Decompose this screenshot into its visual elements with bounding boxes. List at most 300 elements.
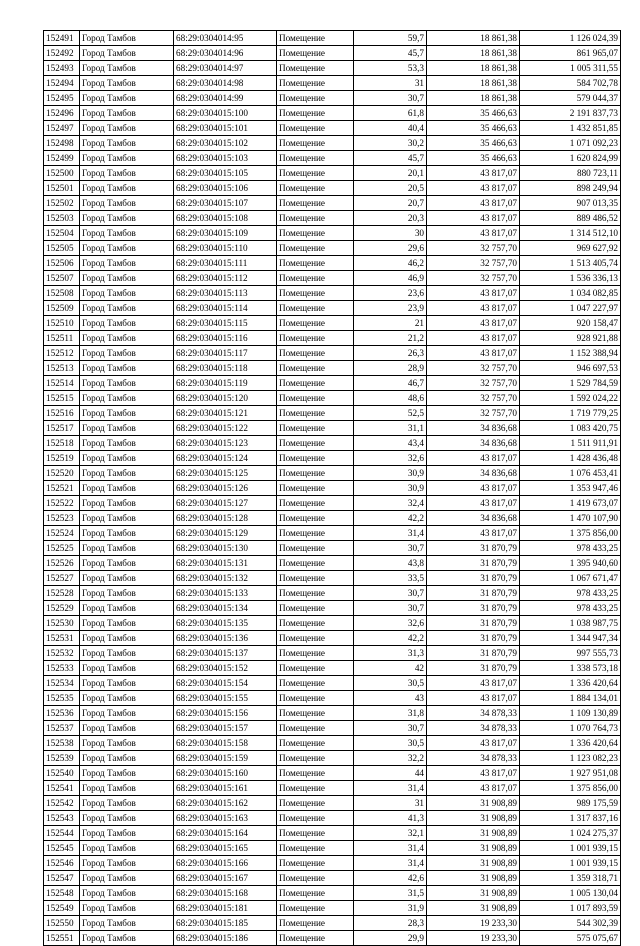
city-cell: Город Тамбов (80, 676, 174, 691)
cadastral-number-cell: 68:29:0304015:186 (174, 931, 277, 946)
unit-value-cell: 31 870,79 (427, 631, 520, 646)
row-number-cell: 152502 (44, 196, 80, 211)
object-type-cell: Помещение (277, 166, 354, 181)
cadastral-number-cell: 68:29:0304015:160 (174, 766, 277, 781)
cadastral-number-cell: 68:29:0304015:152 (174, 661, 277, 676)
unit-value-cell: 31 870,79 (427, 661, 520, 676)
object-type-cell: Помещение (277, 766, 354, 781)
cadastral-value-cell: 1 428 436,48 (520, 451, 621, 466)
row-number-cell: 152531 (44, 631, 80, 646)
cadastral-number-cell: 68:29:0304015:167 (174, 871, 277, 886)
table-row (44, 301, 621, 316)
unit-value-cell: 43 817,07 (427, 736, 520, 751)
city-cell: Город Тамбов (80, 271, 174, 286)
city-cell: Город Тамбов (80, 256, 174, 271)
row-number-cell: 152536 (44, 706, 80, 721)
table-row (44, 331, 621, 346)
object-type-cell: Помещение (277, 826, 354, 841)
unit-value-cell: 32 757,70 (427, 376, 520, 391)
area-cell: 42,2 (354, 511, 427, 526)
table-row (44, 916, 621, 931)
row-number-cell: 152551 (44, 931, 80, 946)
object-type-cell: Помещение (277, 781, 354, 796)
table-row (44, 511, 621, 526)
table-row (44, 526, 621, 541)
row-number-cell: 152549 (44, 901, 80, 916)
object-type-cell: Помещение (277, 151, 354, 166)
area-cell: 61,8 (354, 106, 427, 121)
row-number-cell: 152526 (44, 556, 80, 571)
row-number-cell: 152515 (44, 391, 80, 406)
table-row (44, 361, 621, 376)
unit-value-cell: 34 878,33 (427, 706, 520, 721)
table-row (44, 61, 621, 76)
object-type-cell: Помещение (277, 46, 354, 61)
row-number-cell: 152548 (44, 886, 80, 901)
object-type-cell: Помещение (277, 136, 354, 151)
cadastral-number-cell: 68:29:0304015:118 (174, 361, 277, 376)
area-cell: 21 (354, 316, 427, 331)
city-cell: Город Тамбов (80, 481, 174, 496)
object-type-cell: Помещение (277, 601, 354, 616)
object-type-cell: Помещение (277, 241, 354, 256)
table-row (44, 721, 621, 736)
unit-value-cell: 31 908,89 (427, 841, 520, 856)
row-number-cell: 152496 (44, 106, 80, 121)
row-number-cell: 152530 (44, 616, 80, 631)
cadastral-value-cell: 1 620 824,99 (520, 151, 621, 166)
cadastral-value-cell: 1 927 951,08 (520, 766, 621, 781)
city-cell: Город Тамбов (80, 196, 174, 211)
area-cell: 32,4 (354, 496, 427, 511)
object-type-cell: Помещение (277, 916, 354, 931)
area-cell: 29,9 (354, 931, 427, 946)
cadastral-number-cell: 68:29:0304015:114 (174, 301, 277, 316)
unit-value-cell: 34 836,68 (427, 421, 520, 436)
cadastral-number-cell: 68:29:0304015:136 (174, 631, 277, 646)
unit-value-cell: 43 817,07 (427, 301, 520, 316)
cadastral-number-cell: 68:29:0304015:111 (174, 256, 277, 271)
city-cell: Город Тамбов (80, 736, 174, 751)
object-type-cell: Помещение (277, 376, 354, 391)
row-number-cell: 152542 (44, 796, 80, 811)
table-row (44, 241, 621, 256)
row-number-cell: 152498 (44, 136, 80, 151)
city-cell: Город Тамбов (80, 31, 174, 46)
area-cell: 21,2 (354, 331, 427, 346)
row-number-cell: 152506 (44, 256, 80, 271)
row-number-cell: 152546 (44, 856, 80, 871)
city-cell: Город Тамбов (80, 406, 174, 421)
object-type-cell: Помещение (277, 451, 354, 466)
table-row (44, 391, 621, 406)
area-cell: 26,3 (354, 346, 427, 361)
cadastral-value-cell: 2 191 837,73 (520, 106, 621, 121)
object-type-cell: Помещение (277, 736, 354, 751)
city-cell: Город Тамбов (80, 931, 174, 946)
unit-value-cell: 31 870,79 (427, 586, 520, 601)
city-cell: Город Тамбов (80, 436, 174, 451)
cadastral-number-cell: 68:29:0304015:124 (174, 451, 277, 466)
city-cell: Город Тамбов (80, 631, 174, 646)
table-row (44, 316, 621, 331)
object-type-cell: Помещение (277, 211, 354, 226)
area-cell: 45,7 (354, 151, 427, 166)
city-cell: Город Тамбов (80, 301, 174, 316)
cadastral-value-cell: 1 432 851,85 (520, 121, 621, 136)
cadastral-value-cell: 1 109 130,89 (520, 706, 621, 721)
city-cell: Город Тамбов (80, 211, 174, 226)
row-number-cell: 152510 (44, 316, 80, 331)
unit-value-cell: 18 861,38 (427, 61, 520, 76)
city-cell: Город Тамбов (80, 46, 174, 61)
table-row (44, 136, 621, 151)
area-cell: 42,6 (354, 871, 427, 886)
city-cell: Город Тамбов (80, 766, 174, 781)
cadastral-number-cell: 68:29:0304015:103 (174, 151, 277, 166)
object-type-cell: Помещение (277, 31, 354, 46)
cadastral-value-cell: 946 697,53 (520, 361, 621, 376)
table-row (44, 346, 621, 361)
cadastral-value-cell: 1 024 275,37 (520, 826, 621, 841)
unit-value-cell: 31 908,89 (427, 901, 520, 916)
table-row (44, 676, 621, 691)
area-cell: 32,6 (354, 616, 427, 631)
object-type-cell: Помещение (277, 886, 354, 901)
area-cell: 30 (354, 226, 427, 241)
area-cell: 43 (354, 691, 427, 706)
unit-value-cell: 31 870,79 (427, 646, 520, 661)
object-type-cell: Помещение (277, 91, 354, 106)
city-cell: Город Тамбов (80, 616, 174, 631)
cadastral-value-cell: 1 038 987,75 (520, 616, 621, 631)
city-cell: Город Тамбов (80, 811, 174, 826)
unit-value-cell: 43 817,07 (427, 781, 520, 796)
city-cell: Город Тамбов (80, 661, 174, 676)
table-row (44, 736, 621, 751)
unit-value-cell: 31 908,89 (427, 796, 520, 811)
cadastral-value-cell: 1 123 082,23 (520, 751, 621, 766)
table-row (44, 406, 621, 421)
object-type-cell: Помещение (277, 751, 354, 766)
row-number-cell: 152524 (44, 526, 80, 541)
city-cell: Город Тамбов (80, 886, 174, 901)
city-cell: Город Тамбов (80, 796, 174, 811)
cadastral-number-cell: 68:29:0304015:105 (174, 166, 277, 181)
city-cell: Город Тамбов (80, 136, 174, 151)
cadastral-number-cell: 68:29:0304015:166 (174, 856, 277, 871)
cadastral-number-cell: 68:29:0304015:106 (174, 181, 277, 196)
unit-value-cell: 31 908,89 (427, 856, 520, 871)
row-number-cell: 152518 (44, 436, 80, 451)
unit-value-cell: 34 878,33 (427, 751, 520, 766)
area-cell: 52,5 (354, 406, 427, 421)
object-type-cell: Помещение (277, 691, 354, 706)
object-type-cell: Помещение (277, 181, 354, 196)
cadastral-number-cell: 68:29:0304015:181 (174, 901, 277, 916)
cadastral-value-cell: 989 175,59 (520, 796, 621, 811)
cadastral-value-cell: 1 067 671,47 (520, 571, 621, 586)
unit-value-cell: 43 817,07 (427, 526, 520, 541)
object-type-cell: Помещение (277, 346, 354, 361)
cadastral-number-cell: 68:29:0304015:125 (174, 466, 277, 481)
cadastral-value-cell: 1 470 107,90 (520, 511, 621, 526)
area-cell: 42 (354, 661, 427, 676)
object-type-cell: Помещение (277, 106, 354, 121)
cadastral-value-cell: 969 627,92 (520, 241, 621, 256)
unit-value-cell: 18 861,38 (427, 46, 520, 61)
cadastral-value-cell: 1 126 024,39 (520, 31, 621, 46)
city-cell: Город Тамбов (80, 871, 174, 886)
cadastral-number-cell: 68:29:0304015:157 (174, 721, 277, 736)
object-type-cell: Помещение (277, 541, 354, 556)
unit-value-cell: 31 870,79 (427, 616, 520, 631)
row-number-cell: 152541 (44, 781, 80, 796)
table-row (44, 586, 621, 601)
object-type-cell: Помещение (277, 661, 354, 676)
table-row (44, 571, 621, 586)
city-cell: Город Тамбов (80, 421, 174, 436)
table-row (44, 871, 621, 886)
unit-value-cell: 43 817,07 (427, 166, 520, 181)
cadastral-number-cell: 68:29:0304015:119 (174, 376, 277, 391)
cadastral-value-cell: 1 005 130,04 (520, 886, 621, 901)
city-cell: Город Тамбов (80, 841, 174, 856)
cadastral-value-cell: 1 536 336,13 (520, 271, 621, 286)
cadastral-value-cell: 978 433,25 (520, 586, 621, 601)
cadastral-value-cell: 1 017 893,59 (520, 901, 621, 916)
unit-value-cell: 43 817,07 (427, 766, 520, 781)
city-cell: Город Тамбов (80, 511, 174, 526)
cadastral-number-cell: 68:29:0304015:137 (174, 646, 277, 661)
area-cell: 33,5 (354, 571, 427, 586)
area-cell: 46,2 (354, 256, 427, 271)
table-row (44, 421, 621, 436)
area-cell: 59,7 (354, 31, 427, 46)
unit-value-cell: 32 757,70 (427, 271, 520, 286)
cadastral-value-cell: 544 302,39 (520, 916, 621, 931)
area-cell: 30,9 (354, 481, 427, 496)
cadastral-value-cell: 928 921,88 (520, 331, 621, 346)
city-cell: Город Тамбов (80, 856, 174, 871)
row-number-cell: 152508 (44, 286, 80, 301)
table-row (44, 151, 621, 166)
unit-value-cell: 31 908,89 (427, 886, 520, 901)
object-type-cell: Помещение (277, 361, 354, 376)
unit-value-cell: 43 817,07 (427, 196, 520, 211)
row-number-cell: 152537 (44, 721, 80, 736)
cadastral-value-cell: 1 375 856,00 (520, 781, 621, 796)
cadastral-value-cell: 1 375 856,00 (520, 526, 621, 541)
object-type-cell: Помещение (277, 436, 354, 451)
unit-value-cell: 31 870,79 (427, 556, 520, 571)
cadastral-value-cell: 1 338 573,18 (520, 661, 621, 676)
area-cell: 32,6 (354, 451, 427, 466)
area-cell: 20,1 (354, 166, 427, 181)
city-cell: Город Тамбов (80, 826, 174, 841)
city-cell: Город Тамбов (80, 691, 174, 706)
object-type-cell: Помещение (277, 406, 354, 421)
city-cell: Город Тамбов (80, 316, 174, 331)
cadastral-value-cell: 1 529 784,59 (520, 376, 621, 391)
table-row (44, 466, 621, 481)
row-number-cell: 152539 (44, 751, 80, 766)
unit-value-cell: 18 861,38 (427, 76, 520, 91)
city-cell: Город Тамбов (80, 376, 174, 391)
cadastral-value-cell: 1 047 227,97 (520, 301, 621, 316)
cadastral-number-cell: 68:29:0304015:113 (174, 286, 277, 301)
table-row (44, 286, 621, 301)
object-type-cell: Помещение (277, 196, 354, 211)
cadastral-number-cell: 68:29:0304015:162 (174, 796, 277, 811)
unit-value-cell: 35 466,63 (427, 121, 520, 136)
area-cell: 32,1 (354, 826, 427, 841)
cadastral-number-cell: 68:29:0304015:117 (174, 346, 277, 361)
unit-value-cell: 19 233,30 (427, 931, 520, 946)
cadastral-number-cell: 68:29:0304015:156 (174, 706, 277, 721)
city-cell: Город Тамбов (80, 781, 174, 796)
area-cell: 46,9 (354, 271, 427, 286)
area-cell: 28,3 (354, 916, 427, 931)
city-cell: Город Тамбов (80, 61, 174, 76)
row-number-cell: 152497 (44, 121, 80, 136)
cadastral-number-cell: 68:29:0304015:168 (174, 886, 277, 901)
cadastral-value-cell: 1 395 940,60 (520, 556, 621, 571)
row-number-cell: 152495 (44, 91, 80, 106)
object-type-cell: Помещение (277, 256, 354, 271)
cadastral-value-cell: 1 071 092,23 (520, 136, 621, 151)
city-cell: Город Тамбов (80, 901, 174, 916)
table-row (44, 646, 621, 661)
cadastral-number-cell: 68:29:0304015:115 (174, 316, 277, 331)
object-type-cell: Помещение (277, 901, 354, 916)
table-row (44, 196, 621, 211)
city-cell: Город Тамбов (80, 646, 174, 661)
row-number-cell: 152525 (44, 541, 80, 556)
row-number-cell: 152527 (44, 571, 80, 586)
object-type-cell: Помещение (277, 271, 354, 286)
unit-value-cell: 32 757,70 (427, 241, 520, 256)
row-number-cell: 152511 (44, 331, 80, 346)
object-type-cell: Помещение (277, 76, 354, 91)
table-row (44, 856, 621, 871)
object-type-cell: Помещение (277, 631, 354, 646)
city-cell: Город Тамбов (80, 751, 174, 766)
unit-value-cell: 19 233,30 (427, 916, 520, 931)
row-number-cell: 152544 (44, 826, 80, 841)
object-type-cell: Помещение (277, 556, 354, 571)
city-cell: Город Тамбов (80, 721, 174, 736)
cadastral-number-cell: 68:29:0304015:127 (174, 496, 277, 511)
cadastral-number-cell: 68:29:0304015:163 (174, 811, 277, 826)
row-number-cell: 152534 (44, 676, 80, 691)
cadastral-number-cell: 68:29:0304015:100 (174, 106, 277, 121)
table-row (44, 106, 621, 121)
table-row (44, 256, 621, 271)
object-type-cell: Помещение (277, 61, 354, 76)
row-number-cell: 152517 (44, 421, 80, 436)
cadastral-value-cell: 889 486,52 (520, 211, 621, 226)
table-row (44, 556, 621, 571)
cadastral-value-cell: 1 511 911,91 (520, 436, 621, 451)
cadastral-number-cell: 68:29:0304015:120 (174, 391, 277, 406)
cadastral-number-cell: 68:29:0304015:161 (174, 781, 277, 796)
table-row (44, 271, 621, 286)
unit-value-cell: 43 817,07 (427, 211, 520, 226)
cadastral-value-cell: 907 013,35 (520, 196, 621, 211)
row-number-cell: 152504 (44, 226, 80, 241)
cadastral-number-cell: 68:29:0304015:110 (174, 241, 277, 256)
area-cell: 28,9 (354, 361, 427, 376)
city-cell: Город Тамбов (80, 586, 174, 601)
object-type-cell: Помещение (277, 316, 354, 331)
area-cell: 53,3 (354, 61, 427, 76)
cadastral-number-cell: 68:29:0304015:154 (174, 676, 277, 691)
cadastral-value-cell: 1 336 420,64 (520, 736, 621, 751)
cadastral-number-cell: 68:29:0304015:123 (174, 436, 277, 451)
object-type-cell: Помещение (277, 871, 354, 886)
property-table-body (44, 31, 621, 946)
area-cell: 23,6 (354, 286, 427, 301)
row-number-cell: 152501 (44, 181, 80, 196)
area-cell: 31,4 (354, 856, 427, 871)
object-type-cell: Помещение (277, 931, 354, 946)
row-number-cell: 152528 (44, 586, 80, 601)
unit-value-cell: 31 908,89 (427, 826, 520, 841)
city-cell: Город Тамбов (80, 916, 174, 931)
cadastral-number-cell: 68:29:0304015:107 (174, 196, 277, 211)
area-cell: 20,3 (354, 211, 427, 226)
cadastral-value-cell: 1 076 453,41 (520, 466, 621, 481)
unit-value-cell: 34 878,33 (427, 721, 520, 736)
area-cell: 30,7 (354, 601, 427, 616)
table-row (44, 541, 621, 556)
row-number-cell: 152545 (44, 841, 80, 856)
cadastral-value-cell: 1 719 779,25 (520, 406, 621, 421)
cadastral-value-cell: 1 513 405,74 (520, 256, 621, 271)
cadastral-number-cell: 68:29:0304015:131 (174, 556, 277, 571)
cadastral-number-cell: 68:29:0304014:99 (174, 91, 277, 106)
cadastral-value-cell: 1 001 939,15 (520, 856, 621, 871)
table-row (44, 121, 621, 136)
row-number-cell: 152512 (44, 346, 80, 361)
object-type-cell: Помещение (277, 811, 354, 826)
table-row (44, 76, 621, 91)
row-number-cell: 152543 (44, 811, 80, 826)
unit-value-cell: 18 861,38 (427, 91, 520, 106)
table-row (44, 841, 621, 856)
city-cell: Город Тамбов (80, 556, 174, 571)
city-cell: Город Тамбов (80, 526, 174, 541)
cadastral-value-cell: 1 336 420,64 (520, 676, 621, 691)
cadastral-number-cell: 68:29:0304015:116 (174, 331, 277, 346)
city-cell: Город Тамбов (80, 496, 174, 511)
table-row (44, 751, 621, 766)
object-type-cell: Помещение (277, 391, 354, 406)
object-type-cell: Помещение (277, 481, 354, 496)
row-number-cell: 152505 (44, 241, 80, 256)
unit-value-cell: 31 908,89 (427, 811, 520, 826)
object-type-cell: Помещение (277, 721, 354, 736)
object-type-cell: Помещение (277, 616, 354, 631)
table-row (44, 226, 621, 241)
table-row (44, 601, 621, 616)
cadastral-number-cell: 68:29:0304015:185 (174, 916, 277, 931)
table-row (44, 691, 621, 706)
row-number-cell: 152520 (44, 466, 80, 481)
cadastral-value-cell: 1 317 837,16 (520, 811, 621, 826)
object-type-cell: Помещение (277, 856, 354, 871)
